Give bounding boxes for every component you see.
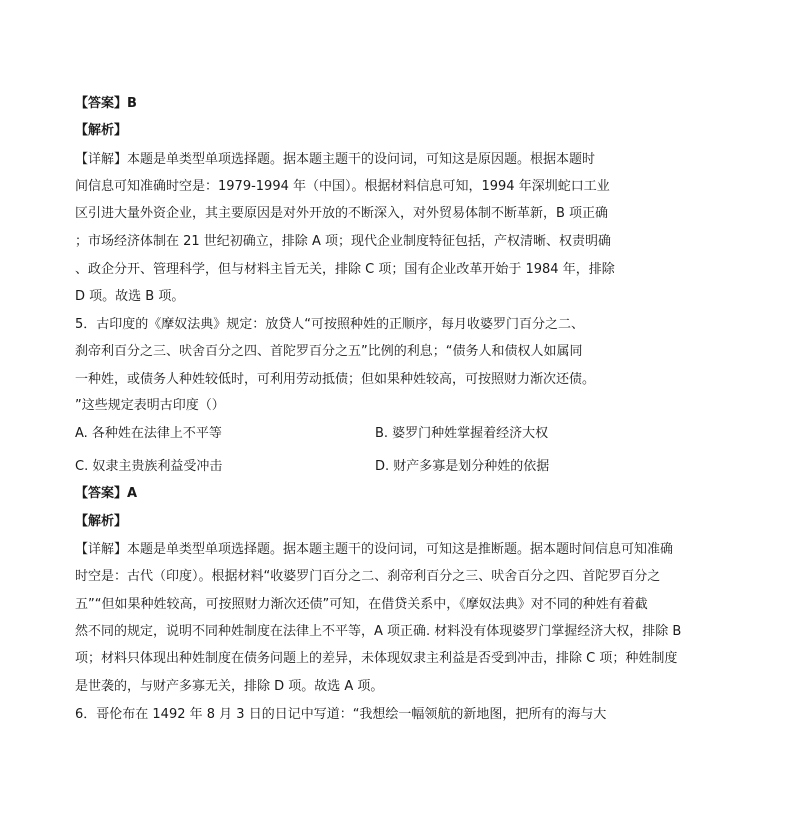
q5-analysis-label: 【解析】	[75, 514, 128, 529]
q6-stem-line: 6．哥伦布在 1492 年 8 月 3 日的日记中写道：“我想绘一幅领航的新地图，把所有的海与大	[75, 707, 607, 722]
q5-stem-line: 一种姓，或债务人种姓较低时，可利用劳动抵债；但如果种姓较高，可按照财力渐次还债。	[75, 372, 596, 387]
q4-analysis-label: 【解析】	[75, 123, 128, 138]
q5-detail-line: 时空是：古代（印度）。根据材料“收婆罗门百分之二、刹帝利百分之三、吠舍百分之四、首陀罗百分之	[75, 569, 661, 584]
q4-detail-line: D 项。故选 B 项。	[75, 289, 185, 304]
q5-detail-line: 项；材料只体现出种姓制度在债务问题上的差异，未体现奴隶主利益是否受到冲击，排除 C 项；种姓制度	[75, 651, 678, 666]
q5-detail-line: 是世袭的，与财产多寡无关，排除 D 项。故选 A 项。	[75, 679, 384, 694]
q5-answer: 【答案】A	[75, 486, 138, 501]
q4-detail-line: 、政企分开、管理科学，但与材料主旨无关，排除 C 项；国有企业改革开始于 1984 年，排除	[75, 262, 615, 277]
q4-detail-line: 间信息可知准确时空是：1979-1994 年（中国）。根据材料信息可知，1994 年深圳蛇口工业	[75, 179, 610, 194]
q5-detail-line: 然不同的规定，说明不同种姓制度在法律上不平等，A 项正确. 材料没有体现婆罗门掌握经济大权，排除 B	[75, 624, 682, 639]
q5-option-c: C. 奴隶主贵族利益受冲击	[75, 459, 223, 474]
q4-answer: 【答案】B	[75, 96, 137, 111]
q5-option-d: D. 财产多寡是划分种姓的依据	[375, 459, 550, 474]
q5-option-a: A. 各种姓在法律上不平等	[75, 426, 222, 441]
q5-detail-line: 【详解】本题是单类型单项选择题。据本题主题干的设问词，可知这是推断题。据本题时间信息可知准确	[75, 542, 674, 557]
q4-detail-line: 【详解】本题是单类型单项选择题。据本题主题干的设问词，可知这是原因题。根据本题时	[75, 152, 596, 167]
q4-detail-line: 区引进大量外资企业，其主要原因是对外开放的不断深入，对外贸易体制不断革新，B 项正确	[75, 206, 609, 221]
q5-detail-line: 五”“但如果种姓较高，可按照财力渐次还债”可知，在借贷关系中，《摩奴法典》对不同的种姓有着截	[75, 597, 648, 612]
q5-stem-line: 5．古印度的《摩奴法典》规定：放贷人“可按照种姓的正顺序，每月收婆罗门百分之二、	[75, 317, 585, 332]
q5-stem-line: ”这些规定表明古印度（）	[75, 398, 225, 413]
q4-detail-line: ；市场经济体制在 21 世纪初确立，排除 A 项；现代企业制度特征包括，产权清晰、权责明确	[75, 234, 611, 249]
q5-stem-line: 刹帝利百分之三、吠舍百分之四、首陀罗百分之五”比例的利息；“债务人和债权人如属同	[75, 344, 583, 359]
q5-option-b: B. 婆罗门种姓掌握着经济大权	[375, 426, 549, 441]
